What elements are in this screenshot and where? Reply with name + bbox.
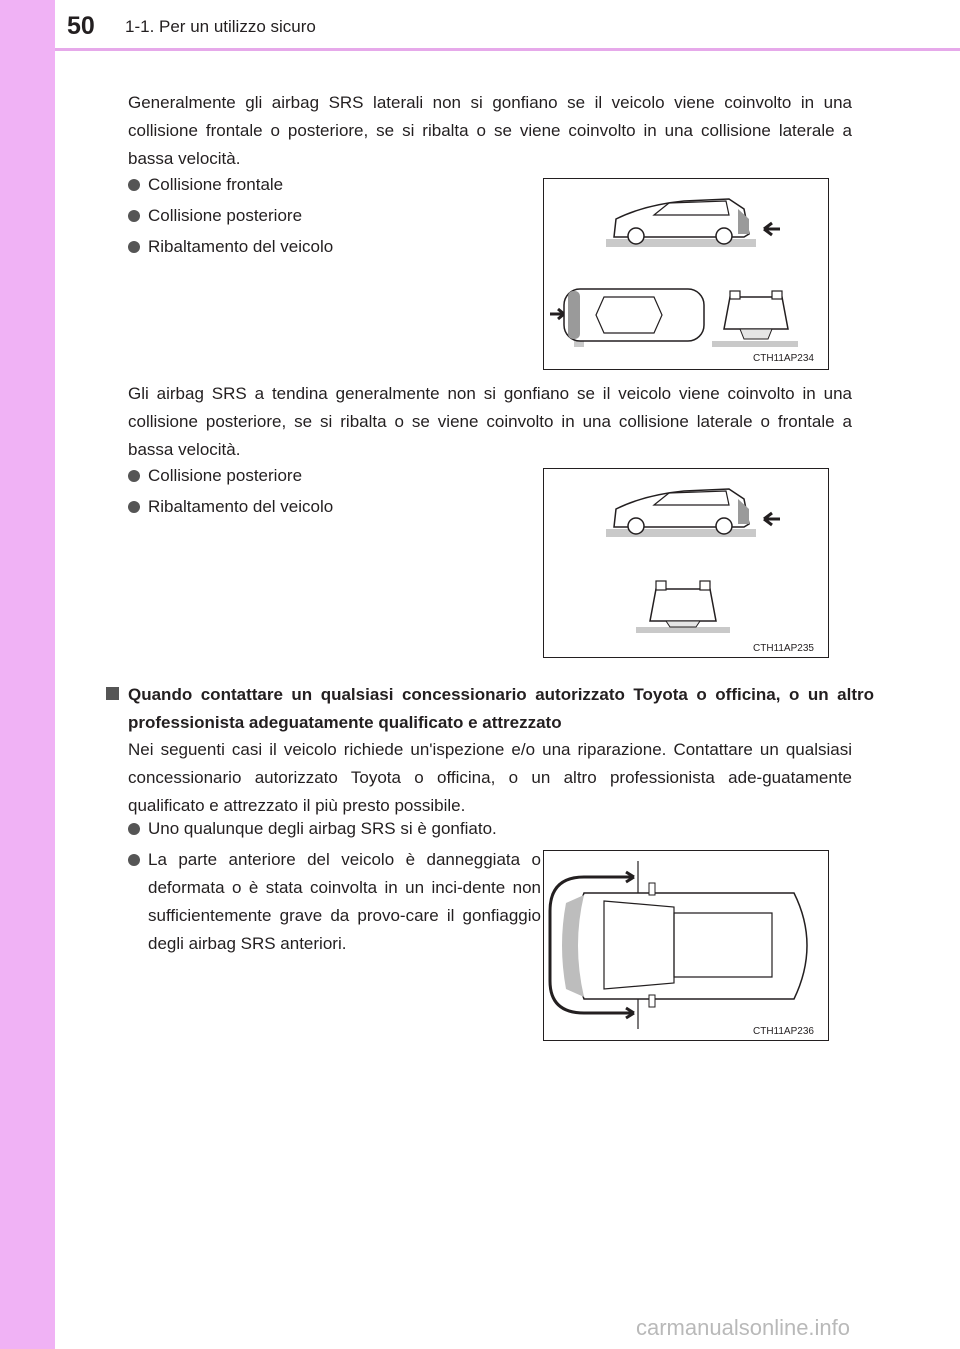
figure-front-damage (543, 850, 829, 1041)
side-airbag-paragraph: Generalmente gli airbag SRS laterali non si gonfiano se il veicolo viene coinvolto in una collisione frontale o posteriore, se si ribalta o se viene coinvolto in una collisione laterale a bassa velocità. (128, 93, 852, 168)
figure-curtain-airbag-cases (543, 468, 829, 658)
bullet-item: Ribaltamento del veicolo (128, 233, 333, 261)
bullet-dot-icon (128, 470, 140, 482)
bullet-item: Collisione posteriore (128, 462, 302, 490)
figure-code: CTH11AP235 (753, 643, 814, 654)
bullet-item: Collisione frontale (128, 171, 283, 199)
car-top-view-illustration (544, 851, 828, 1040)
running-head: 1-1. Per un utilizzo sicuro (125, 17, 316, 36)
figure-code: CTH11AP236 (753, 1026, 814, 1037)
bullet-dot-icon (128, 179, 140, 191)
section-square-icon (106, 687, 119, 700)
bullet-dot-icon (128, 210, 140, 222)
bullet-item: Ribaltamento del veicolo (128, 493, 333, 521)
header-rule (55, 48, 960, 51)
figure-side-airbag-cases (543, 178, 829, 370)
section-paragraph: Nei seguenti casi il veicolo richiede un'ispezione e/o una riparazione. Contattare un qualsiasi concessionario autorizzato Toyota o officina, o un altro professionista ade-guatamente qualificato e attrezzato il più presto possibile. (128, 740, 852, 815)
bullet-dot-icon (128, 501, 140, 513)
bullet-item: Uno qualunque degli airbag SRS si è gonfiato. (128, 815, 497, 843)
car-collision-illustration (544, 469, 828, 657)
page-sidebar-tab (0, 0, 55, 1349)
bullet-dot-icon (128, 854, 140, 866)
bullet-item: Collisione posteriore (128, 202, 302, 230)
bullet-dot-icon (128, 241, 140, 253)
bullet-item: La parte anteriore del veicolo è danneggiata o deformata o è stata coinvolta in un inci-dente non sufficientemente grave da provo-care il gonfiaggio degli airbag SRS anteriori. (128, 846, 541, 958)
bullet-dot-icon (128, 823, 140, 835)
watermark: carmanualsonline.info (636, 1315, 851, 1340)
section-heading: Quando contattare un qualsiasi concessionario autorizzato Toyota o officina, o un altro professionista adeguatamente qualificato e attrezzato (106, 681, 874, 737)
figure-code: CTH11AP234 (753, 353, 814, 364)
curtain-airbag-paragraph: Gli airbag SRS a tendina generalmente non si gonfiano se il veicolo viene coinvolto in una collisione posteriore, se si ribalta o se viene coinvolto in una collisione laterale o frontale a bassa velocità. (128, 384, 852, 459)
car-collision-illustration (544, 179, 828, 369)
page-number: 50 (67, 12, 95, 40)
